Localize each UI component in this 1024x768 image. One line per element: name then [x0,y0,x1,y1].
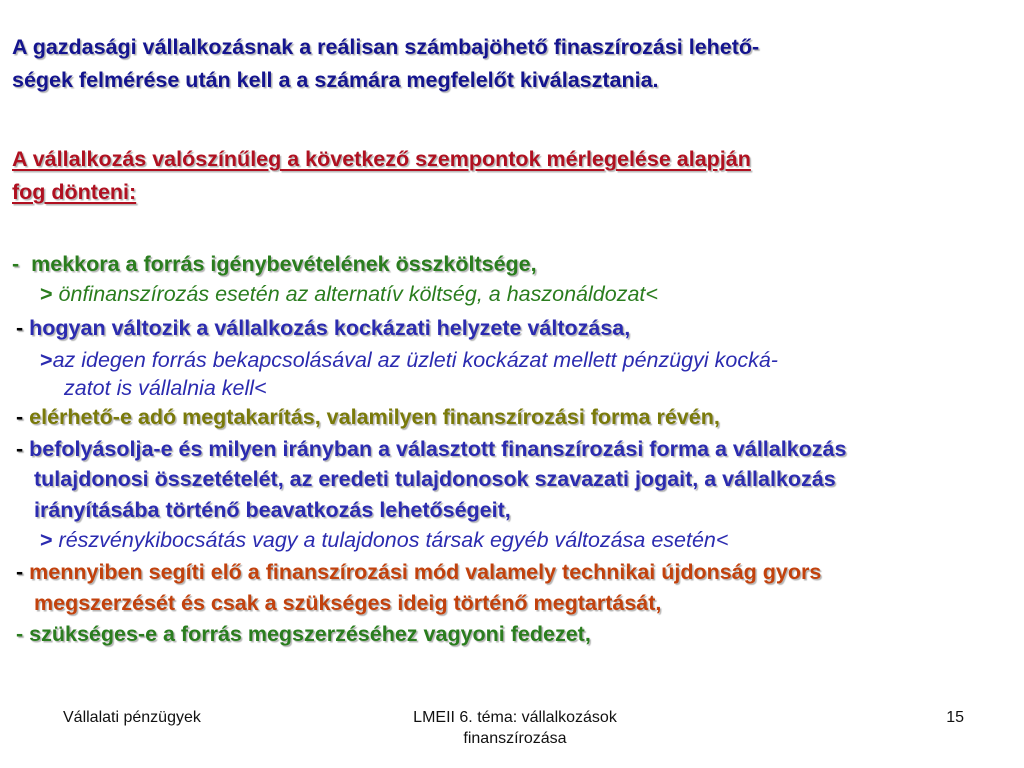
footer-left: Vállalati pénzügyek [63,709,201,726]
note-prefix: > [40,282,53,306]
bullet: - [16,560,24,584]
heading-line-1: A vállalkozás valószínűleg a következő szempontok mérlegelése alapján [12,147,751,171]
list-item-4-note [40,526,728,554]
list-item-6 [16,620,591,648]
item-text-1: mennyiben segíti elő a finanszírozási mód valamely technikai újdonság gyors [29,560,822,584]
list-item-1-note [40,280,658,308]
list-item-4 [16,435,846,463]
footer-center-line-1: LMEII 6. téma: vállalkozások [413,709,617,726]
heading-line-2: fog dönteni: [12,180,137,204]
item-text: hogyan változik a vállalkozás kockázati helyzete változása, [29,316,631,340]
item-text: szükséges-e a forrás megszerzéséhez vagyoni fedezet, [29,622,591,646]
list-item-5-line-2: megszerzését és csak a szükséges ideig történő megtartását, [34,591,662,615]
intro-line-1: A gazdasági vállalkozásnak a reálisan számbajöhető finaszírozási lehető- [12,35,760,59]
list-item-1 [12,250,537,278]
bullet: - [16,622,24,646]
note-text-1: az idegen forrás bekapcsolásával az üzleti kockázat mellett pénzügyi kocká- [52,348,778,372]
list-item-4-line-2: tulajdonosi összetételét, az eredeti tulajdonosok szavazati jogait, a vállalkozás [34,467,836,491]
list-item-2-note [40,346,778,374]
note-text: önfinanszírozás esetén az alternatív költség, a haszonáldozat< [58,282,658,306]
list-item-5 [16,558,821,586]
bullet: - [16,437,24,461]
note-prefix: > [40,528,53,552]
note-prefix: > [40,348,53,372]
list-item-2 [16,314,630,342]
list-item-2-note-cont: zatot is vállalnia kell< [64,376,267,400]
list-item-3 [16,403,720,431]
bullet: - [16,405,24,429]
intro-line-2: ségek felmérése után kell a a számára megfelelőt kiválasztania. [12,68,659,92]
list-item-4-line-3: irányításába történő beavatkozás lehetőségeit, [34,498,511,522]
page-number: 15 [946,709,964,726]
bullet: - [16,316,24,340]
item-text-1: befolyásolja-e és milyen irányban a választott finanszírozási forma a vállalkozás [29,437,847,461]
item-text: elérhető-e adó megtakarítás, valamilyen finanszírozási forma révén, [29,405,720,429]
footer-center-line-2: finanszírozása [463,730,567,747]
item-text: mekkora a forrás igénybevételének összköltsége, [31,252,537,276]
footer-center [360,707,670,749]
note-text: részvénykibocsátás vagy a tulajdonos társak egyéb változása esetén< [58,528,729,552]
bullet: - [12,252,20,276]
